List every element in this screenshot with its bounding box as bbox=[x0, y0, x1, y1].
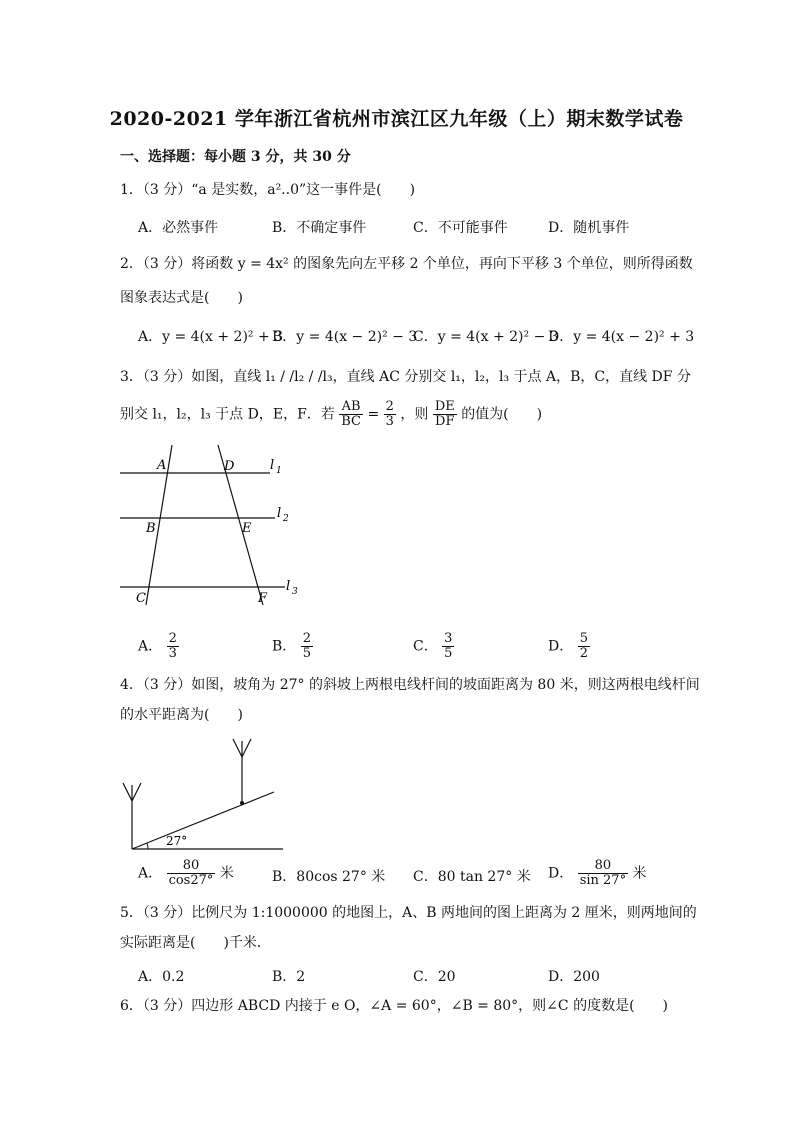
q4-option-d-den: sin 27° bbox=[579, 873, 627, 888]
q3-ratio-fraction bbox=[339, 400, 363, 429]
q3-ratio-den: BC bbox=[341, 414, 361, 429]
label-l2-sub: 2 bbox=[283, 514, 289, 524]
section-heading: 一、选择题：每小题 3 分，共 30 分 bbox=[120, 149, 351, 165]
pole-right-arm-1 bbox=[233, 739, 242, 757]
q3-option-d bbox=[548, 632, 590, 661]
q4-option-d-num: 80 bbox=[578, 859, 628, 874]
q3-value-num: 2 bbox=[385, 399, 394, 414]
q3-option-c bbox=[413, 632, 454, 661]
q5-option-c: C．20 bbox=[413, 969, 456, 985]
q3-option-a bbox=[138, 632, 179, 661]
q3-option-d-letter: D． bbox=[548, 638, 574, 655]
label-d: D bbox=[224, 459, 235, 474]
q3-stem-part-a: 别交 l₁，l₂，l₃ 于点 D，E，F．若 bbox=[120, 406, 335, 423]
q5-option-b: B．2 bbox=[272, 969, 306, 985]
q4-option-a-num: 80 bbox=[167, 859, 216, 874]
q3-option-b-letter: B． bbox=[272, 638, 297, 655]
q3-stem-part-c: 的值为( ) bbox=[461, 406, 543, 423]
q3-option-a-fraction bbox=[167, 632, 179, 661]
slope-line bbox=[132, 792, 274, 849]
q3-option-c-fraction bbox=[442, 632, 454, 661]
q2-option-a: A．y = 4(x + 2)² + 3 bbox=[138, 329, 284, 345]
q4-option-a bbox=[138, 859, 234, 888]
pole-right-base-dot bbox=[240, 801, 244, 805]
q3-option-b-den: 5 bbox=[302, 646, 312, 661]
question-6-stem: 6．（3 分）四边形 ABCD 内接于 e O，∠A = 60°，∠B = 80°，则∠C 的度数是( ) bbox=[120, 998, 668, 1014]
slope-figure bbox=[118, 735, 293, 855]
label-c: C bbox=[136, 591, 146, 606]
q3-ask-den: DF bbox=[435, 414, 455, 429]
q3-option-b-num: 2 bbox=[302, 631, 312, 646]
label-a: A bbox=[157, 458, 167, 473]
q4-option-d-letter: D． bbox=[548, 865, 574, 882]
question-4-stem-line2: 的水平距离为( ) bbox=[120, 707, 243, 723]
q5-option-a: A．0.2 bbox=[138, 969, 185, 985]
question-2-stem-line2: 图象表达式是( ) bbox=[120, 290, 243, 306]
pole-left-arm-2 bbox=[132, 783, 141, 801]
q3-option-b-fraction bbox=[301, 632, 313, 661]
q3-option-a-letter: A． bbox=[138, 638, 163, 655]
q4-option-b-text: 80cos 27° 米 bbox=[296, 869, 386, 885]
question-5-stem-line1: 5．（3 分）比例尺为 1:1000000 的地图上，A、B 两地间的图上距离为 2 厘米，则两地间的 bbox=[120, 905, 697, 921]
q4-option-c-text: 80 tan 27° 米 bbox=[437, 869, 531, 885]
q4-option-a-fraction bbox=[167, 859, 216, 888]
q3-option-b bbox=[272, 632, 313, 661]
pole-left-arm-1 bbox=[123, 783, 132, 801]
q1-option-b: B．不确定事件 bbox=[272, 220, 367, 236]
q3-option-c-num: 3 bbox=[444, 631, 453, 646]
question-3-stem-line1: 3．（3 分）如图，直线 l₁ / /l₂ / /l₃，直线 AC 分别交 l₁，l₂，l₃ 于点 A，B，C，直线 DF 分 bbox=[120, 369, 691, 385]
q2-option-c: C．y = 4(x + 2)² − 3 bbox=[413, 329, 559, 345]
q1-option-d: D．随机事件 bbox=[548, 220, 630, 236]
q4-option-c bbox=[413, 866, 531, 886]
label-f: F bbox=[258, 591, 268, 606]
q3-value-fraction bbox=[384, 400, 396, 429]
q1-option-a: A．必然事件 bbox=[138, 220, 219, 236]
q5-option-d: D．200 bbox=[548, 969, 600, 985]
q3-option-d-num: 5 bbox=[579, 631, 588, 646]
question-5-stem-line2: 实际距离是( )千米． bbox=[120, 935, 271, 951]
q3-ratio-num: AB bbox=[339, 400, 363, 415]
q2-option-b: B．y = 4(x − 2)² − 3 bbox=[272, 329, 418, 345]
question-4-stem-line1: 4．（3 分）如图，坡角为 27° 的斜坡上两根电线杆间的坡面距离为 80 米，则这两根电线杆间 bbox=[120, 677, 700, 693]
label-l1-sub: 1 bbox=[276, 466, 282, 476]
question-3-stem-line2 bbox=[120, 400, 542, 429]
q3-option-c-den: 5 bbox=[444, 646, 453, 661]
q3-option-d-den: 2 bbox=[579, 646, 588, 661]
q4-option-d bbox=[548, 859, 647, 888]
q3-option-d-fraction bbox=[578, 632, 590, 661]
q3-option-a-den: 3 bbox=[168, 646, 177, 661]
q4-option-a-unit: 米 bbox=[219, 865, 234, 882]
q3-option-c-letter: C． bbox=[413, 638, 438, 655]
q4-option-a-den: cos27° bbox=[168, 873, 214, 888]
pole-right-arm-2 bbox=[242, 739, 251, 757]
label-l3-sub: 3 bbox=[292, 587, 298, 597]
label-b: B bbox=[146, 521, 156, 536]
q4-option-b bbox=[272, 866, 385, 886]
angle-arc bbox=[147, 843, 148, 849]
label-l2: l bbox=[277, 506, 282, 521]
q4-option-d-unit: 米 bbox=[632, 865, 647, 882]
q3-option-a-num: 2 bbox=[168, 631, 177, 646]
q1-option-c: C．不可能事件 bbox=[413, 220, 508, 236]
q4-option-b-letter: B． bbox=[272, 869, 297, 885]
angle-label: 27° bbox=[166, 834, 188, 848]
q4-option-c-letter: C． bbox=[413, 869, 438, 885]
label-l3: l bbox=[286, 579, 291, 594]
label-e: E bbox=[242, 521, 252, 536]
question-1-stem: 1．（3 分）“a 是实数，a²..0”这一事件是( ) bbox=[120, 182, 416, 198]
q4-option-a-letter: A． bbox=[138, 865, 163, 882]
q2-option-d: D．y = 4(x − 2)² + 3 bbox=[548, 329, 695, 345]
q3-ask-fraction bbox=[433, 400, 457, 429]
page-title: 2020-2021 学年浙江省杭州市滨江区九年级（上）期末数学试卷 bbox=[109, 108, 684, 130]
q3-ask-num: DE bbox=[434, 399, 455, 414]
q4-option-d-fraction bbox=[578, 859, 628, 888]
parallel-lines-figure bbox=[110, 440, 310, 610]
label-l1: l bbox=[270, 458, 275, 473]
q3-equals: = bbox=[367, 406, 380, 423]
q3-stem-part-b: ，则 bbox=[400, 406, 429, 423]
question-2-stem-line1: 2．（3 分）将函数 y = 4x² 的图象先向左平移 2 个单位，再向下平移 3 个单位，则所得函数 bbox=[120, 256, 693, 272]
q3-value-den: 3 bbox=[385, 414, 394, 429]
